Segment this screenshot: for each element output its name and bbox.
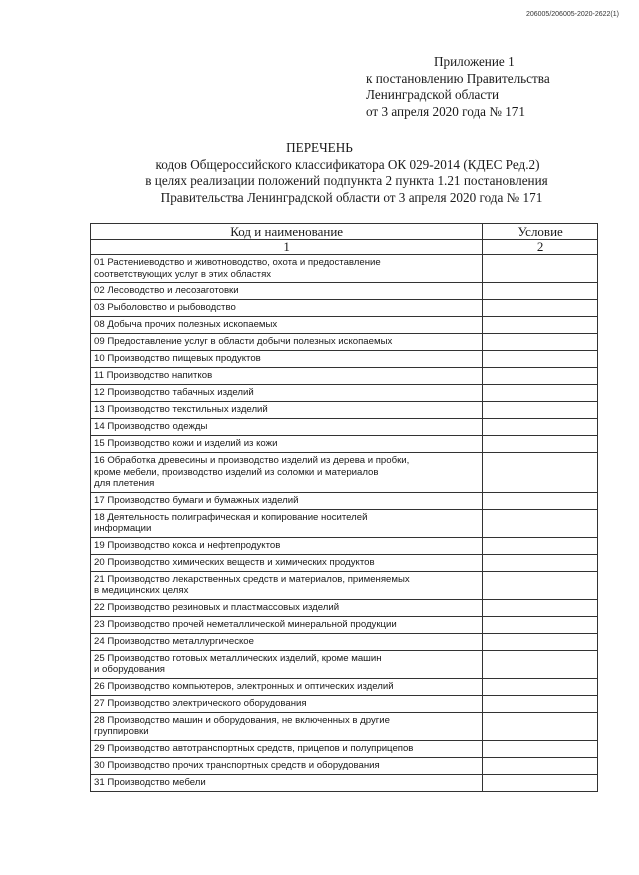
row-condition [483,509,598,537]
table-row [91,571,598,599]
row-condition [483,283,598,300]
row-code-name: 15 Производство кожи и изделий из кожи [91,436,483,453]
row-code-name: 18 Деятельность полиграфическая и копирование носителей информации [91,509,483,537]
row-code-name: 13 Производство текстильных изделий [91,402,483,419]
row-condition [483,492,598,509]
row-code-name: 12 Производство табачных изделий [91,385,483,402]
table-row [91,757,598,774]
row-code-name: 27 Производство электрического оборудования [91,695,483,712]
row-code-name: 20 Производство химических веществ и химических продуктов [91,554,483,571]
row-condition [483,571,598,599]
table-row [91,300,598,317]
classifier-table [90,223,598,792]
row-condition [483,419,598,436]
table-row [91,537,598,554]
document-heading [0,140,639,206]
row-condition [483,554,598,571]
heading-title: ПЕРЕЧЕНЬ [286,140,353,155]
column-number-condition: 2 [483,240,598,255]
column-header-condition: Условие [483,224,598,240]
column-number-name: 1 [91,240,483,255]
table-row [91,385,598,402]
table-row [91,419,598,436]
row-code-name: 25 Производство готовых металлических изделий, кроме машин и оборудования [91,650,483,678]
table-row [91,554,598,571]
row-code-name: 08 Добыча прочих полезных ископаемых [91,317,483,334]
row-condition [483,368,598,385]
table-row [91,402,598,419]
row-code-name: 29 Производство автотранспортных средств, прицепов и полуприцепов [91,740,483,757]
row-code-name: 17 Производство бумаги и бумажных изделий [91,492,483,509]
heading-subtitle-1: кодов Общероссийского классификатора ОК 029-2014 (КДЕС Ред.2) [155,156,540,172]
row-code-name: 14 Производство одежды [91,419,483,436]
table-row [91,695,598,712]
row-condition [483,616,598,633]
table-row [91,283,598,300]
table-row [91,774,598,791]
appendix-line-resolution: к постановлению Правительства [366,70,550,86]
row-code-name: 10 Производство пищевых продуктов [91,351,483,368]
row-code-name: 24 Производство металлургическое [91,633,483,650]
heading-subtitle-3: Правительства Ленинградской области от 3 апреля 2020 года № 171 [160,189,543,205]
table-row [91,334,598,351]
table-row [91,650,598,678]
table-row [91,317,598,334]
table-row [91,436,598,453]
row-code-name: 28 Производство машин и оборудования, не включенных в другие группировки [91,712,483,740]
table-row [91,453,598,493]
document-stamp: 206005/206005-2020-2622(1) [525,11,619,18]
row-condition [483,740,598,757]
row-condition [483,351,598,368]
row-code-name: 31 Производство мебели [91,774,483,791]
table-row [91,616,598,633]
row-condition [483,633,598,650]
row-condition [483,678,598,695]
table-row [91,633,598,650]
row-condition [483,712,598,740]
row-condition [483,334,598,351]
table-row [91,492,598,509]
row-code-name: 22 Производство резиновых и пластмассовых изделий [91,599,483,616]
row-condition [483,300,598,317]
appendix-title: Приложение 1 [434,54,515,69]
row-condition [483,436,598,453]
row-condition [483,385,598,402]
row-condition [483,599,598,616]
row-code-name: 16 Обработка древесины и производство изделий из дерева и пробки, кроме мебели, производство изделий из соломки и материалов для плетения [91,453,483,493]
row-condition [483,650,598,678]
table-row [91,599,598,616]
row-code-name: 23 Производство прочей неметаллической минеральной продукции [91,616,483,633]
appendix-block [366,54,550,120]
row-condition [483,537,598,554]
row-code-name: 09 Предоставление услуг в области добычи полезных ископаемых [91,334,483,351]
row-code-name: 19 Производство кокса и нефтепродуктов [91,537,483,554]
appendix-line-region: Ленинградской области [366,87,500,102]
table-row [91,351,598,368]
row-code-name: 11 Производство напитков [91,368,483,385]
table-row [91,740,598,757]
row-condition [483,453,598,493]
column-header-name: Код и наименование [91,224,483,240]
row-code-name: 03 Рыболовство и рыбоводство [91,300,483,317]
row-condition [483,757,598,774]
row-condition [483,695,598,712]
row-code-name: 21 Производство лекарственных средств и материалов, применяемых в медицинских целях [91,571,483,599]
table-row [91,678,598,695]
table-header-row [91,224,598,240]
heading-subtitle-2: в целях реализации положений подпункта 2 пункта 1.21 постановления [145,173,548,188]
row-condition [483,774,598,791]
appendix-line-date: от 3 апреля 2020 года № 171 [366,103,525,119]
row-condition [483,317,598,334]
row-code-name: 01 Растениеводство и животноводство, охота и предоставление соответствующих услуг в этих областях [91,255,483,283]
table-row [91,255,598,283]
row-condition [483,255,598,283]
row-code-name: 30 Производство прочих транспортных средств и оборудования [91,757,483,774]
column-number-row [91,240,598,255]
table-row [91,712,598,740]
row-code-name: 26 Производство компьютеров, электронных и оптических изделий [91,678,483,695]
table-row [91,368,598,385]
row-condition [483,402,598,419]
table-row [91,509,598,537]
row-code-name: 02 Лесоводство и лесозаготовки [91,283,483,300]
